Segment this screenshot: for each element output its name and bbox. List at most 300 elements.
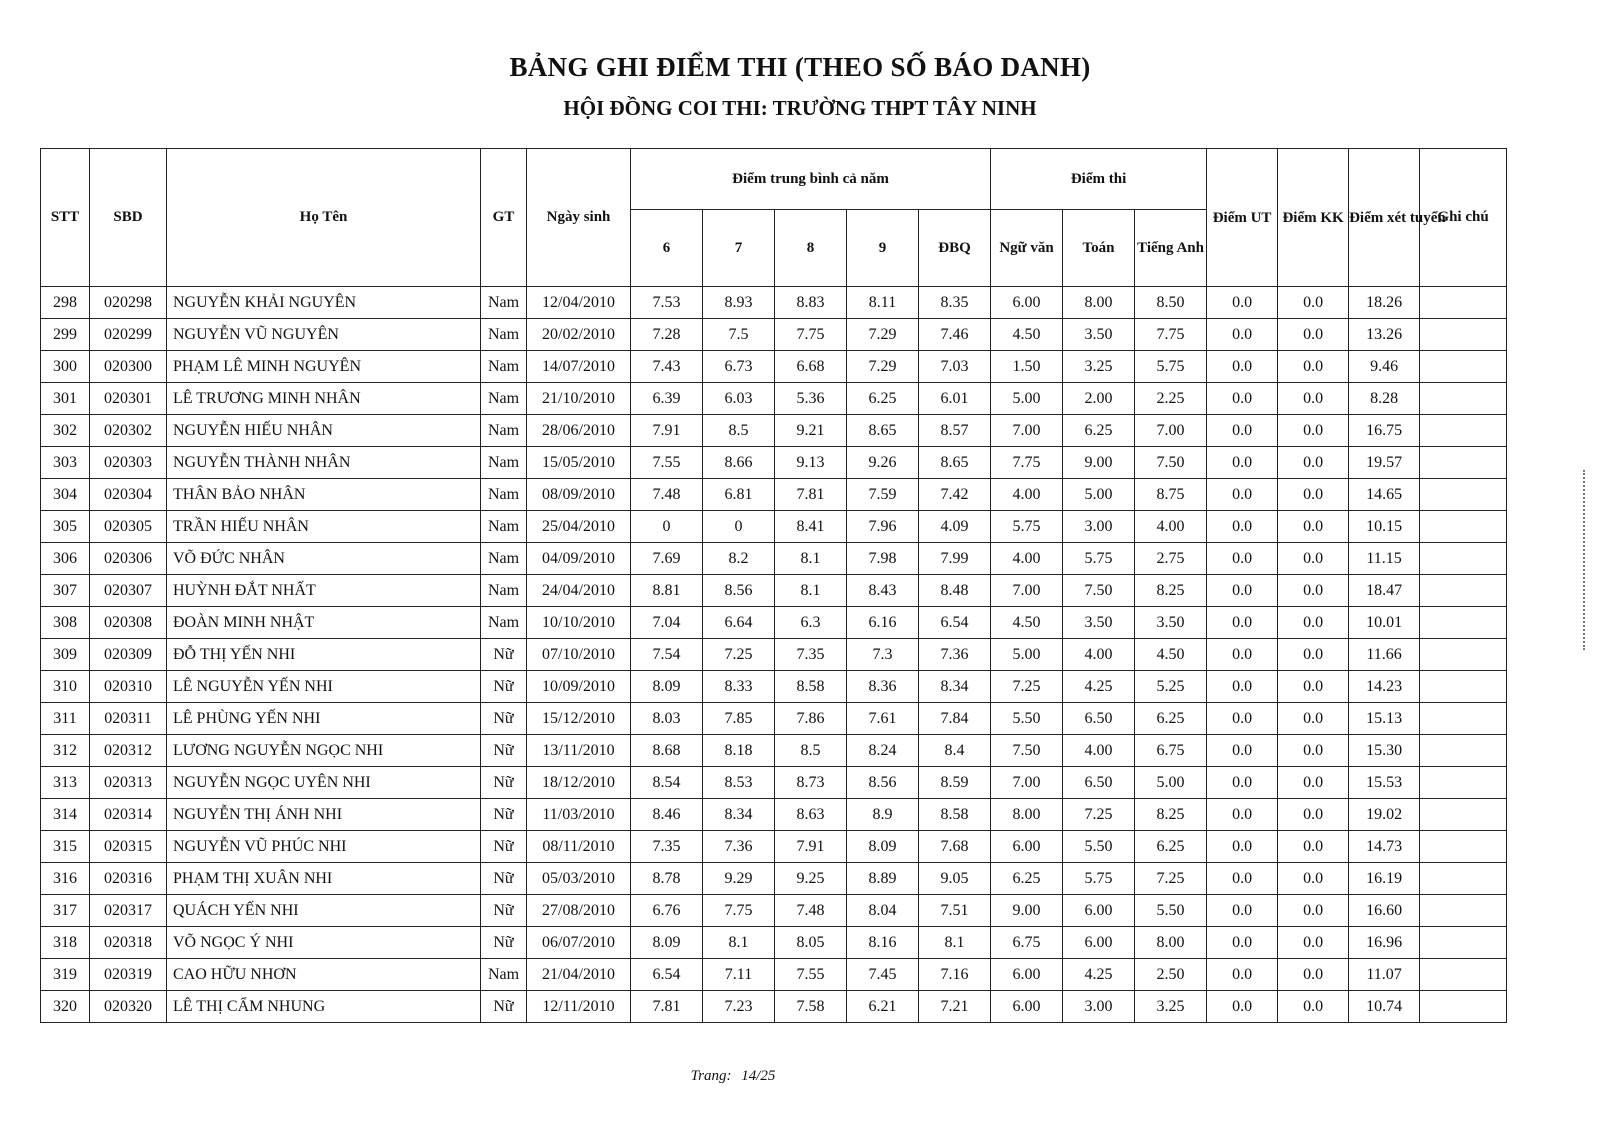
cell-grade-9: 8.11 bbox=[847, 287, 919, 319]
cell-ghi-chu bbox=[1420, 703, 1507, 735]
cell-gt: Nam bbox=[481, 383, 527, 415]
cell-ghi-chu bbox=[1420, 927, 1507, 959]
cell-dbq: 8.34 bbox=[919, 671, 991, 703]
cell-diem-xet-tuyen: 13.26 bbox=[1349, 319, 1420, 351]
cell-grade-9: 7.29 bbox=[847, 351, 919, 383]
cell-diem-kk: 0.0 bbox=[1278, 703, 1349, 735]
cell-dbq: 7.46 bbox=[919, 319, 991, 351]
cell-grade-8: 6.3 bbox=[775, 607, 847, 639]
cell-grade-6: 6.76 bbox=[631, 895, 703, 927]
cell-gt: Nữ bbox=[481, 799, 527, 831]
cell-grade-7: 8.2 bbox=[703, 543, 775, 575]
cell-ho-ten: LÊ PHÙNG YẾN NHI bbox=[167, 703, 481, 735]
cell-stt: 304 bbox=[41, 479, 90, 511]
cell-grade-7: 8.34 bbox=[703, 799, 775, 831]
cell-gt: Nữ bbox=[481, 767, 527, 799]
cell-grade-6: 7.35 bbox=[631, 831, 703, 863]
cell-sbd: 020320 bbox=[90, 991, 167, 1023]
col-header-tieng-anh: Tiếng Anh bbox=[1135, 210, 1207, 287]
cell-dbq: 8.65 bbox=[919, 447, 991, 479]
cell-diem-xet-tuyen: 16.19 bbox=[1349, 863, 1420, 895]
table-row bbox=[41, 671, 1507, 703]
cell-toan: 4.25 bbox=[1063, 671, 1135, 703]
cell-diem-kk: 0.0 bbox=[1278, 991, 1349, 1023]
cell-toan: 5.00 bbox=[1063, 479, 1135, 511]
cell-toan: 6.50 bbox=[1063, 703, 1135, 735]
cell-toan: 8.00 bbox=[1063, 287, 1135, 319]
cell-grade-9: 8.04 bbox=[847, 895, 919, 927]
cell-ngay-sinh: 14/07/2010 bbox=[527, 351, 631, 383]
cell-dbq: 7.51 bbox=[919, 895, 991, 927]
cell-grade-9: 7.96 bbox=[847, 511, 919, 543]
cell-toan: 7.50 bbox=[1063, 575, 1135, 607]
cell-ho-ten: NGUYỄN KHẢI NGUYÊN bbox=[167, 287, 481, 319]
table-row bbox=[41, 735, 1507, 767]
cell-toan: 2.00 bbox=[1063, 383, 1135, 415]
cell-gt: Nam bbox=[481, 959, 527, 991]
cell-grade-7: 7.36 bbox=[703, 831, 775, 863]
cell-diem-ut: 0.0 bbox=[1207, 831, 1278, 863]
cell-sbd: 020299 bbox=[90, 319, 167, 351]
cell-ghi-chu bbox=[1420, 607, 1507, 639]
cell-dbq: 8.58 bbox=[919, 799, 991, 831]
cell-stt: 313 bbox=[41, 767, 90, 799]
cell-tieng-anh: 7.25 bbox=[1135, 863, 1207, 895]
table-row bbox=[41, 415, 1507, 447]
cell-gt: Nữ bbox=[481, 927, 527, 959]
cell-grade-9: 6.16 bbox=[847, 607, 919, 639]
cell-ngu-van: 5.00 bbox=[991, 383, 1063, 415]
cell-stt: 307 bbox=[41, 575, 90, 607]
col-header-grade-6: 6 bbox=[631, 210, 703, 287]
cell-ngay-sinh: 04/09/2010 bbox=[527, 543, 631, 575]
cell-diem-xet-tuyen: 9.46 bbox=[1349, 351, 1420, 383]
table-row bbox=[41, 511, 1507, 543]
cell-dbq: 6.54 bbox=[919, 607, 991, 639]
table-row bbox=[41, 639, 1507, 671]
cell-diem-kk: 0.0 bbox=[1278, 415, 1349, 447]
cell-ghi-chu bbox=[1420, 959, 1507, 991]
cell-gt: Nam bbox=[481, 447, 527, 479]
cell-ngu-van: 6.00 bbox=[991, 959, 1063, 991]
cell-toan: 5.75 bbox=[1063, 863, 1135, 895]
cell-stt: 318 bbox=[41, 927, 90, 959]
cell-diem-kk: 0.0 bbox=[1278, 543, 1349, 575]
cell-sbd: 020318 bbox=[90, 927, 167, 959]
cell-grade-8: 9.13 bbox=[775, 447, 847, 479]
cell-sbd: 020305 bbox=[90, 511, 167, 543]
cell-diem-kk: 0.0 bbox=[1278, 895, 1349, 927]
cell-grade-9: 9.26 bbox=[847, 447, 919, 479]
cell-diem-ut: 0.0 bbox=[1207, 287, 1278, 319]
cell-ghi-chu bbox=[1420, 639, 1507, 671]
table-row bbox=[41, 383, 1507, 415]
cell-grade-6: 8.09 bbox=[631, 671, 703, 703]
cell-grade-8: 8.5 bbox=[775, 735, 847, 767]
cell-diem-ut: 0.0 bbox=[1207, 319, 1278, 351]
cell-ho-ten: TRẦN HIẾU NHÂN bbox=[167, 511, 481, 543]
cell-ghi-chu bbox=[1420, 351, 1507, 383]
cell-grade-7: 7.25 bbox=[703, 639, 775, 671]
cell-ghi-chu bbox=[1420, 543, 1507, 575]
cell-grade-7: 8.53 bbox=[703, 767, 775, 799]
cell-grade-8: 9.21 bbox=[775, 415, 847, 447]
cell-dbq: 8.35 bbox=[919, 287, 991, 319]
cell-ngu-van: 5.00 bbox=[991, 639, 1063, 671]
cell-grade-9: 8.89 bbox=[847, 863, 919, 895]
cell-ghi-chu bbox=[1420, 479, 1507, 511]
cell-gt: Nam bbox=[481, 415, 527, 447]
cell-grade-8: 8.83 bbox=[775, 287, 847, 319]
table-row bbox=[41, 575, 1507, 607]
cell-sbd: 020313 bbox=[90, 767, 167, 799]
cell-ghi-chu bbox=[1420, 383, 1507, 415]
cell-stt: 316 bbox=[41, 863, 90, 895]
cell-grade-7: 6.64 bbox=[703, 607, 775, 639]
cell-diem-xet-tuyen: 15.30 bbox=[1349, 735, 1420, 767]
cell-grade-9: 7.29 bbox=[847, 319, 919, 351]
col-header-ho-ten: Họ Tên bbox=[167, 149, 481, 287]
cell-ho-ten: THÂN BẢO NHÂN bbox=[167, 479, 481, 511]
cell-dbq: 4.09 bbox=[919, 511, 991, 543]
cell-tieng-anh: 4.00 bbox=[1135, 511, 1207, 543]
table-row bbox=[41, 767, 1507, 799]
cell-gt: Nam bbox=[481, 511, 527, 543]
cell-tieng-anh: 8.75 bbox=[1135, 479, 1207, 511]
cell-ngay-sinh: 08/09/2010 bbox=[527, 479, 631, 511]
cell-stt: 317 bbox=[41, 895, 90, 927]
cell-grade-8: 9.25 bbox=[775, 863, 847, 895]
cell-grade-7: 6.81 bbox=[703, 479, 775, 511]
cell-grade-7: 8.1 bbox=[703, 927, 775, 959]
cell-gt: Nữ bbox=[481, 639, 527, 671]
cell-gt: Nam bbox=[481, 351, 527, 383]
cell-grade-8: 6.68 bbox=[775, 351, 847, 383]
cell-dbq: 8.1 bbox=[919, 927, 991, 959]
cell-stt: 305 bbox=[41, 511, 90, 543]
scan-edge-mark bbox=[1583, 470, 1589, 650]
cell-grade-6: 8.46 bbox=[631, 799, 703, 831]
cell-ngu-van: 4.50 bbox=[991, 319, 1063, 351]
cell-ghi-chu bbox=[1420, 671, 1507, 703]
cell-ghi-chu bbox=[1420, 575, 1507, 607]
table-row bbox=[41, 799, 1507, 831]
cell-diem-xet-tuyen: 19.57 bbox=[1349, 447, 1420, 479]
cell-grade-8: 7.86 bbox=[775, 703, 847, 735]
cell-ngu-van: 6.25 bbox=[991, 863, 1063, 895]
cell-ho-ten: LÊ THỊ CẨM NHUNG bbox=[167, 991, 481, 1023]
cell-grade-9: 7.3 bbox=[847, 639, 919, 671]
cell-diem-ut: 0.0 bbox=[1207, 959, 1278, 991]
cell-tieng-anh: 2.50 bbox=[1135, 959, 1207, 991]
cell-grade-7: 7.23 bbox=[703, 991, 775, 1023]
cell-ho-ten: HUỲNH ĐẮT NHẤT bbox=[167, 575, 481, 607]
cell-diem-ut: 0.0 bbox=[1207, 607, 1278, 639]
table-row bbox=[41, 927, 1507, 959]
cell-ngu-van: 7.00 bbox=[991, 415, 1063, 447]
cell-sbd: 020304 bbox=[90, 479, 167, 511]
table-row bbox=[41, 351, 1507, 383]
cell-diem-xet-tuyen: 10.01 bbox=[1349, 607, 1420, 639]
cell-ho-ten: PHẠM THỊ XUÂN NHI bbox=[167, 863, 481, 895]
cell-diem-xet-tuyen: 14.73 bbox=[1349, 831, 1420, 863]
cell-gt: Nữ bbox=[481, 895, 527, 927]
cell-toan: 6.50 bbox=[1063, 767, 1135, 799]
cell-ngay-sinh: 06/07/2010 bbox=[527, 927, 631, 959]
table-row bbox=[41, 543, 1507, 575]
cell-toan: 3.00 bbox=[1063, 511, 1135, 543]
cell-ngay-sinh: 24/04/2010 bbox=[527, 575, 631, 607]
cell-toan: 4.00 bbox=[1063, 735, 1135, 767]
cell-grade-7: 7.5 bbox=[703, 319, 775, 351]
cell-diem-ut: 0.0 bbox=[1207, 639, 1278, 671]
cell-grade-8: 7.35 bbox=[775, 639, 847, 671]
col-header-sbd: SBD bbox=[90, 149, 167, 287]
cell-grade-9: 8.16 bbox=[847, 927, 919, 959]
cell-tieng-anh: 2.75 bbox=[1135, 543, 1207, 575]
cell-dbq: 6.01 bbox=[919, 383, 991, 415]
cell-stt: 310 bbox=[41, 671, 90, 703]
cell-toan: 6.25 bbox=[1063, 415, 1135, 447]
cell-ghi-chu bbox=[1420, 831, 1507, 863]
cell-toan: 7.25 bbox=[1063, 799, 1135, 831]
col-header-toan: Toán bbox=[1063, 210, 1135, 287]
cell-diem-kk: 0.0 bbox=[1278, 735, 1349, 767]
table-row bbox=[41, 319, 1507, 351]
cell-ho-ten: PHẠM LÊ MINH NGUYÊN bbox=[167, 351, 481, 383]
cell-diem-ut: 0.0 bbox=[1207, 447, 1278, 479]
table-row bbox=[41, 831, 1507, 863]
cell-grade-6: 7.54 bbox=[631, 639, 703, 671]
cell-stt: 300 bbox=[41, 351, 90, 383]
cell-grade-9: 7.98 bbox=[847, 543, 919, 575]
cell-gt: Nam bbox=[481, 575, 527, 607]
cell-diem-kk: 0.0 bbox=[1278, 863, 1349, 895]
cell-gt: Nam bbox=[481, 479, 527, 511]
cell-diem-xet-tuyen: 10.15 bbox=[1349, 511, 1420, 543]
cell-grade-6: 7.28 bbox=[631, 319, 703, 351]
cell-tieng-anh: 2.25 bbox=[1135, 383, 1207, 415]
cell-grade-7: 8.33 bbox=[703, 671, 775, 703]
cell-grade-8: 7.91 bbox=[775, 831, 847, 863]
cell-diem-xet-tuyen: 11.15 bbox=[1349, 543, 1420, 575]
cell-tieng-anh: 8.25 bbox=[1135, 799, 1207, 831]
page-number: 14/25 bbox=[741, 1068, 776, 1084]
cell-ngay-sinh: 10/09/2010 bbox=[527, 671, 631, 703]
col-header-grade-8: 8 bbox=[775, 210, 847, 287]
cell-stt: 314 bbox=[41, 799, 90, 831]
cell-diem-ut: 0.0 bbox=[1207, 415, 1278, 447]
cell-grade-6: 7.81 bbox=[631, 991, 703, 1023]
cell-grade-9: 6.21 bbox=[847, 991, 919, 1023]
cell-stt: 312 bbox=[41, 735, 90, 767]
cell-diem-kk: 0.0 bbox=[1278, 767, 1349, 799]
cell-grade-8: 8.1 bbox=[775, 575, 847, 607]
col-header-gt: GT bbox=[481, 149, 527, 287]
cell-ngay-sinh: 25/04/2010 bbox=[527, 511, 631, 543]
cell-tieng-anh: 5.50 bbox=[1135, 895, 1207, 927]
cell-ho-ten: QUÁCH YẾN NHI bbox=[167, 895, 481, 927]
cell-grade-6: 0 bbox=[631, 511, 703, 543]
cell-diem-ut: 0.0 bbox=[1207, 767, 1278, 799]
cell-ngu-van: 5.75 bbox=[991, 511, 1063, 543]
cell-grade-7: 8.5 bbox=[703, 415, 775, 447]
cell-diem-xet-tuyen: 18.47 bbox=[1349, 575, 1420, 607]
cell-grade-6: 7.43 bbox=[631, 351, 703, 383]
cell-diem-kk: 0.0 bbox=[1278, 639, 1349, 671]
col-header-ngu-van: Ngữ văn bbox=[991, 210, 1063, 287]
cell-stt: 302 bbox=[41, 415, 90, 447]
cell-dbq: 7.21 bbox=[919, 991, 991, 1023]
cell-grade-6: 7.04 bbox=[631, 607, 703, 639]
cell-diem-kk: 0.0 bbox=[1278, 447, 1349, 479]
cell-ngay-sinh: 21/04/2010 bbox=[527, 959, 631, 991]
cell-ghi-chu bbox=[1420, 895, 1507, 927]
cell-ghi-chu bbox=[1420, 799, 1507, 831]
cell-stt: 309 bbox=[41, 639, 90, 671]
cell-ngay-sinh: 28/06/2010 bbox=[527, 415, 631, 447]
table-row bbox=[41, 863, 1507, 895]
cell-diem-ut: 0.0 bbox=[1207, 991, 1278, 1023]
page-footer bbox=[0, 1068, 1466, 1085]
cell-grade-8: 8.63 bbox=[775, 799, 847, 831]
cell-toan: 4.25 bbox=[1063, 959, 1135, 991]
page-label: Trang: bbox=[690, 1068, 732, 1084]
cell-toan: 3.00 bbox=[1063, 991, 1135, 1023]
cell-diem-xet-tuyen: 16.75 bbox=[1349, 415, 1420, 447]
cell-ngay-sinh: 20/02/2010 bbox=[527, 319, 631, 351]
cell-diem-ut: 0.0 bbox=[1207, 351, 1278, 383]
cell-ngu-van: 7.00 bbox=[991, 767, 1063, 799]
col-header-stt: STT bbox=[41, 149, 90, 287]
cell-gt: Nữ bbox=[481, 863, 527, 895]
cell-ho-ten: VÕ NGỌC Ý NHI bbox=[167, 927, 481, 959]
cell-stt: 298 bbox=[41, 287, 90, 319]
cell-ngu-van: 7.50 bbox=[991, 735, 1063, 767]
cell-grade-9: 8.09 bbox=[847, 831, 919, 863]
cell-grade-9: 7.61 bbox=[847, 703, 919, 735]
cell-grade-6: 8.81 bbox=[631, 575, 703, 607]
cell-diem-xet-tuyen: 8.28 bbox=[1349, 383, 1420, 415]
cell-toan: 5.50 bbox=[1063, 831, 1135, 863]
cell-tieng-anh: 8.50 bbox=[1135, 287, 1207, 319]
table-row bbox=[41, 479, 1507, 511]
cell-diem-xet-tuyen: 18.26 bbox=[1349, 287, 1420, 319]
cell-tieng-anh: 5.00 bbox=[1135, 767, 1207, 799]
cell-toan: 9.00 bbox=[1063, 447, 1135, 479]
cell-dbq: 7.36 bbox=[919, 639, 991, 671]
cell-grade-6: 8.78 bbox=[631, 863, 703, 895]
cell-grade-7: 6.03 bbox=[703, 383, 775, 415]
group-header-diem-thi: Điểm thi bbox=[991, 149, 1207, 210]
table-body bbox=[41, 287, 1507, 1023]
cell-gt: Nữ bbox=[481, 991, 527, 1023]
cell-ghi-chu bbox=[1420, 447, 1507, 479]
cell-stt: 311 bbox=[41, 703, 90, 735]
cell-gt: Nữ bbox=[481, 703, 527, 735]
cell-grade-8: 7.75 bbox=[775, 319, 847, 351]
cell-sbd: 020307 bbox=[90, 575, 167, 607]
cell-ngu-van: 6.75 bbox=[991, 927, 1063, 959]
cell-ho-ten: NGUYỄN VŨ PHÚC NHI bbox=[167, 831, 481, 863]
col-header-ngay-sinh: Ngày sinh bbox=[527, 149, 631, 287]
cell-diem-xet-tuyen: 15.13 bbox=[1349, 703, 1420, 735]
cell-grade-7: 7.75 bbox=[703, 895, 775, 927]
cell-toan: 6.00 bbox=[1063, 927, 1135, 959]
col-header-ghi-chu: Ghi chú bbox=[1420, 149, 1507, 287]
cell-diem-kk: 0.0 bbox=[1278, 831, 1349, 863]
cell-ngay-sinh: 18/12/2010 bbox=[527, 767, 631, 799]
cell-toan: 3.50 bbox=[1063, 607, 1135, 639]
cell-diem-kk: 0.0 bbox=[1278, 607, 1349, 639]
cell-gt: Nam bbox=[481, 543, 527, 575]
cell-gt: Nữ bbox=[481, 831, 527, 863]
table-row bbox=[41, 703, 1507, 735]
cell-dbq: 7.16 bbox=[919, 959, 991, 991]
cell-tieng-anh: 6.75 bbox=[1135, 735, 1207, 767]
cell-diem-kk: 0.0 bbox=[1278, 351, 1349, 383]
cell-dbq: 8.57 bbox=[919, 415, 991, 447]
table-row bbox=[41, 895, 1507, 927]
cell-ho-ten: CAO HỮU NHƠN bbox=[167, 959, 481, 991]
table-row bbox=[41, 607, 1507, 639]
cell-grade-8: 7.48 bbox=[775, 895, 847, 927]
cell-ngu-van: 6.00 bbox=[991, 991, 1063, 1023]
cell-ho-ten: ĐOÀN MINH NHẬT bbox=[167, 607, 481, 639]
cell-ngay-sinh: 11/03/2010 bbox=[527, 799, 631, 831]
cell-ghi-chu bbox=[1420, 319, 1507, 351]
cell-gt: Nữ bbox=[481, 671, 527, 703]
cell-grade-6: 6.39 bbox=[631, 383, 703, 415]
cell-ngu-van: 7.75 bbox=[991, 447, 1063, 479]
cell-grade-6: 7.69 bbox=[631, 543, 703, 575]
cell-ghi-chu bbox=[1420, 415, 1507, 447]
cell-ghi-chu bbox=[1420, 735, 1507, 767]
cell-dbq: 9.05 bbox=[919, 863, 991, 895]
cell-ngay-sinh: 15/12/2010 bbox=[527, 703, 631, 735]
cell-gt: Nam bbox=[481, 607, 527, 639]
cell-ngay-sinh: 13/11/2010 bbox=[527, 735, 631, 767]
cell-toan: 3.25 bbox=[1063, 351, 1135, 383]
cell-grade-6: 8.54 bbox=[631, 767, 703, 799]
cell-stt: 299 bbox=[41, 319, 90, 351]
cell-tieng-anh: 7.50 bbox=[1135, 447, 1207, 479]
document-title: BẢNG GHI ĐIỂM THI (THEO SỐ BÁO DANH) bbox=[509, 52, 1091, 82]
cell-tieng-anh: 8.25 bbox=[1135, 575, 1207, 607]
cell-diem-xet-tuyen: 16.60 bbox=[1349, 895, 1420, 927]
cell-grade-8: 5.36 bbox=[775, 383, 847, 415]
cell-gt: Nam bbox=[481, 319, 527, 351]
cell-dbq: 8.59 bbox=[919, 767, 991, 799]
cell-toan: 4.00 bbox=[1063, 639, 1135, 671]
cell-tieng-anh: 7.00 bbox=[1135, 415, 1207, 447]
cell-grade-9: 8.65 bbox=[847, 415, 919, 447]
cell-diem-ut: 0.0 bbox=[1207, 703, 1278, 735]
cell-diem-ut: 0.0 bbox=[1207, 799, 1278, 831]
cell-ho-ten: NGUYỄN VŨ NGUYÊN bbox=[167, 319, 481, 351]
cell-toan: 5.75 bbox=[1063, 543, 1135, 575]
cell-grade-7: 7.11 bbox=[703, 959, 775, 991]
cell-sbd: 020306 bbox=[90, 543, 167, 575]
cell-ghi-chu bbox=[1420, 287, 1507, 319]
cell-grade-6: 7.91 bbox=[631, 415, 703, 447]
cell-diem-kk: 0.0 bbox=[1278, 671, 1349, 703]
document-subtitle: HỘI ĐỒNG COI THI: TRƯỜNG THPT TÂY NINH bbox=[563, 96, 1037, 120]
cell-grade-7: 9.29 bbox=[703, 863, 775, 895]
cell-tieng-anh: 6.25 bbox=[1135, 831, 1207, 863]
cell-ngu-van: 1.50 bbox=[991, 351, 1063, 383]
cell-dbq: 8.48 bbox=[919, 575, 991, 607]
